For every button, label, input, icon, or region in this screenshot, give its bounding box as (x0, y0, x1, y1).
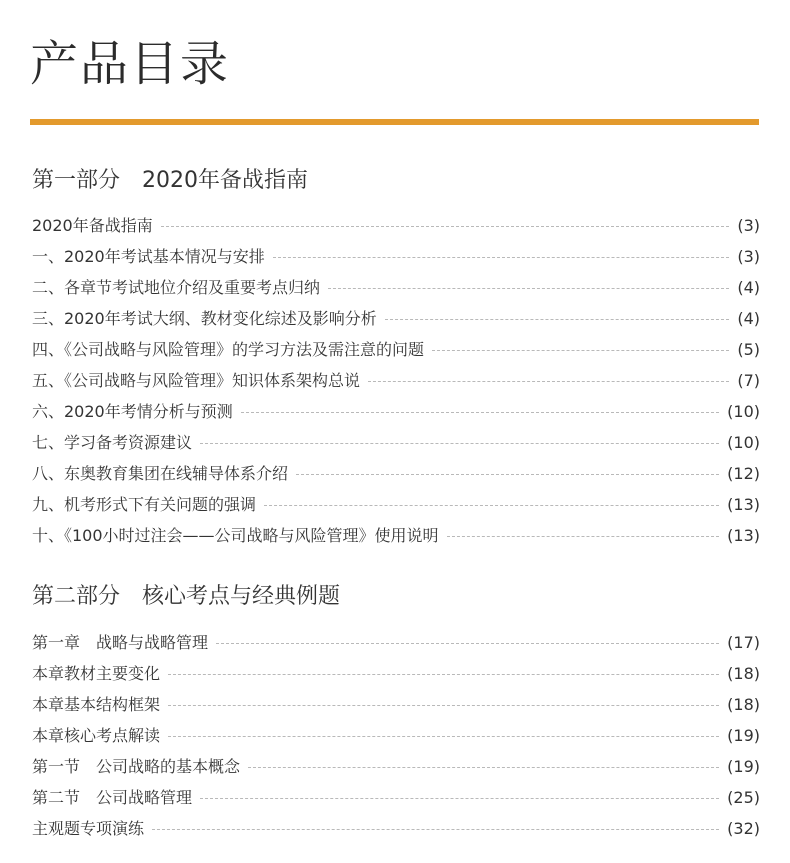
toc-entry-title: 七、学习备考资源建议 (32, 433, 193, 452)
toc-dotted-leader (328, 288, 729, 289)
toc-entry (32, 303, 760, 334)
toc-dotted-leader (296, 474, 719, 475)
toc-page-number: (19) (727, 726, 760, 745)
toc-dotted-leader (248, 767, 719, 768)
toc-page-number: (3) (737, 216, 760, 235)
toc-entry (32, 520, 760, 551)
toc-dotted-leader (447, 536, 720, 537)
toc-entry (32, 658, 760, 689)
page-title: 产品目录 (30, 36, 231, 92)
toc-list-part-2 (32, 627, 760, 844)
toc-dotted-leader (152, 829, 719, 830)
toc-page-number: (4) (737, 309, 760, 328)
toc-page-number: (18) (727, 664, 760, 683)
toc-page-number: (19) (727, 757, 760, 776)
toc-page-number: (25) (727, 788, 760, 807)
toc-entry (32, 627, 760, 658)
title-underline-bar (30, 119, 759, 125)
toc-page-number: (3) (737, 247, 760, 266)
toc-entry (32, 396, 760, 427)
toc-entry-title: 二、各章节考试地位介绍及重要考点归纳 (32, 278, 321, 297)
section-heading-part-2: 第二部分 核心考点与经典例题 (32, 584, 341, 609)
toc-entry (32, 334, 760, 365)
toc-dotted-leader (368, 381, 729, 382)
toc-entry-title: 六、2020年考情分析与预测 (32, 402, 233, 421)
toc-entry-title: 第一章 战略与战略管理 (32, 633, 209, 652)
toc-page-number: (7) (737, 371, 760, 390)
toc-dotted-leader (168, 705, 719, 706)
toc-page-number: (13) (727, 526, 760, 545)
toc-entry (32, 272, 760, 303)
toc-entry (32, 210, 760, 241)
toc-entry-title: 九、机考形式下有关问题的强调 (32, 495, 257, 514)
toc-entry (32, 720, 760, 751)
toc-page-number: (4) (737, 278, 760, 297)
toc-entry-title: 本章教材主要变化 (32, 664, 161, 683)
toc-dotted-leader (216, 643, 719, 644)
toc-page-number: (18) (727, 695, 760, 714)
toc-entry-title: 十、《100小时过注会——公司战略与风险管理》使用说明 (32, 526, 439, 545)
toc-entry (32, 241, 760, 272)
toc-list-part-1 (32, 210, 760, 551)
toc-dotted-leader (168, 674, 719, 675)
toc-dotted-leader (432, 350, 729, 351)
toc-entry (32, 751, 760, 782)
toc-entry (32, 427, 760, 458)
toc-dotted-leader (264, 505, 719, 506)
toc-page-number: (17) (727, 633, 760, 652)
toc-dotted-leader (200, 798, 719, 799)
toc-page-number: (5) (737, 340, 760, 359)
toc-page-number: (10) (727, 402, 760, 421)
toc-page-number: (32) (727, 819, 760, 838)
section-heading-part-1: 第一部分 2020年备战指南 (32, 168, 308, 193)
toc-entry (32, 458, 760, 489)
toc-dotted-leader (241, 412, 719, 413)
toc-entry-title: 五、《公司战略与风险管理》知识体系架构总说 (32, 371, 361, 390)
toc-dotted-leader (273, 257, 730, 258)
toc-entry-title: 本章核心考点解读 (32, 726, 161, 745)
toc-dotted-leader (200, 443, 719, 444)
toc-page-number: (10) (727, 433, 760, 452)
toc-entry-title: 2020年备战指南 (32, 216, 153, 235)
toc-entry-title: 本章基本结构框架 (32, 695, 161, 714)
toc-entry-title: 三、2020年考试大纲、教材变化综述及影响分析 (32, 309, 377, 328)
toc-entry (32, 689, 760, 720)
toc-entry (32, 489, 760, 520)
toc-dotted-leader (168, 736, 719, 737)
toc-entry-title: 八、东奥教育集团在线辅导体系介绍 (32, 464, 289, 483)
toc-page-number: (12) (727, 464, 760, 483)
toc-entry-title: 四、《公司战略与风险管理》的学习方法及需注意的问题 (32, 340, 425, 359)
toc-dotted-leader (161, 226, 730, 227)
toc-page-number: (13) (727, 495, 760, 514)
toc-entry-title: 一、2020年考试基本情况与安排 (32, 247, 265, 266)
toc-entry-title: 第二节 公司战略管理 (32, 788, 193, 807)
toc-dotted-leader (385, 319, 730, 320)
toc-entry (32, 813, 760, 844)
toc-entry-title: 主观题专项演练 (32, 819, 145, 838)
toc-entry-title: 第一节 公司战略的基本概念 (32, 757, 241, 776)
toc-entry (32, 782, 760, 813)
toc-entry (32, 365, 760, 396)
